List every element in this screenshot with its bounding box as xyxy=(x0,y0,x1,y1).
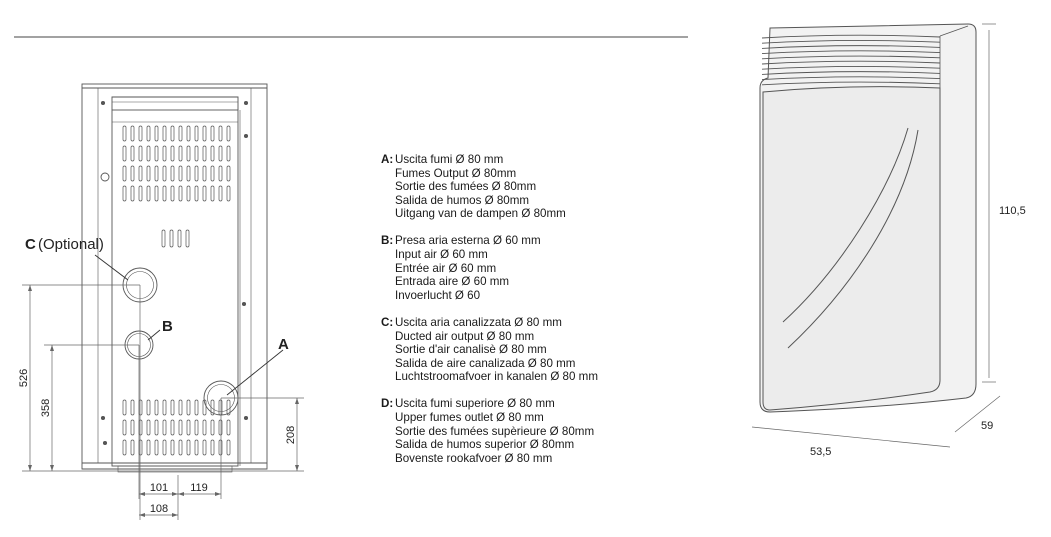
vent-slot xyxy=(219,440,222,455)
legend-text: Salida de aire canalizada Ø 80 mm xyxy=(395,356,576,370)
vent-slot xyxy=(187,186,190,201)
vent-slot xyxy=(155,166,158,181)
front-view xyxy=(752,24,1000,447)
vent-slot xyxy=(147,186,150,201)
vent-slot xyxy=(187,400,190,415)
vent-slot xyxy=(163,146,166,161)
front-panel xyxy=(763,87,940,410)
vent-slot xyxy=(163,126,166,141)
vent-slot xyxy=(123,166,126,181)
vent-slot xyxy=(203,420,206,435)
legend-text: Salida de humos Ø 80mm xyxy=(395,193,530,207)
vent-slot xyxy=(171,146,174,161)
vent-slot xyxy=(219,186,222,201)
vent-slot xyxy=(163,420,166,435)
vent-slot xyxy=(227,146,230,161)
legend-line xyxy=(381,452,681,466)
vent-slot xyxy=(179,186,182,201)
legend-text: Input air Ø 60 mm xyxy=(395,248,488,262)
dim-358: 358 xyxy=(40,398,52,418)
vent-slot xyxy=(123,420,126,435)
vent-slot xyxy=(227,126,230,141)
vent-slot xyxy=(203,146,206,161)
vent-slot xyxy=(155,400,158,415)
vent-slot xyxy=(155,186,158,201)
vent-slot xyxy=(155,420,158,435)
dim-526: 526 xyxy=(18,368,30,388)
connections-legend xyxy=(381,153,681,479)
vent-slot xyxy=(195,440,198,455)
vent-slot xyxy=(219,420,222,435)
legend-line xyxy=(381,234,681,248)
vent-slot xyxy=(211,166,214,181)
legend-line xyxy=(381,248,681,262)
vent-slot xyxy=(147,146,150,161)
vent-slot xyxy=(147,440,150,455)
legend-line xyxy=(381,411,681,425)
vent-slot xyxy=(195,400,198,415)
vent-slot xyxy=(163,166,166,181)
legend-key: C: xyxy=(381,315,394,329)
legend-line xyxy=(381,343,681,357)
legend-text: Salida de humos superior Ø 80mm xyxy=(395,438,575,452)
dim-depth: 59 xyxy=(981,420,994,432)
legend-text: Uscita aria canalizzata Ø 80 mm xyxy=(395,315,562,329)
vent-slot xyxy=(131,146,134,161)
vent-slot xyxy=(179,146,182,161)
vent-slot xyxy=(171,440,174,455)
dim-108: 108 xyxy=(149,503,169,515)
vent-slot xyxy=(227,186,230,201)
vent-slot xyxy=(211,420,214,435)
vent-slot xyxy=(139,400,142,415)
vent-slot xyxy=(139,126,142,141)
vent-slot xyxy=(131,400,134,415)
vent-slot xyxy=(195,186,198,201)
vent-slot xyxy=(179,126,182,141)
vent-slot xyxy=(147,166,150,181)
vent-slot xyxy=(219,400,222,415)
vent-slot xyxy=(227,420,230,435)
vent-slot xyxy=(187,440,190,455)
vent-slot xyxy=(170,230,173,247)
vent-slot xyxy=(131,126,134,141)
vent-slot xyxy=(123,400,126,415)
legend-text: Sortie des fumées supèrieure Ø 80mm xyxy=(395,424,595,438)
label-c: C xyxy=(25,236,36,253)
vent-slot xyxy=(163,400,166,415)
dim-208: 208 xyxy=(285,425,297,445)
vent-slot xyxy=(163,186,166,201)
legend-text: Presa aria esterna Ø 60 mm xyxy=(395,234,541,248)
legend-key: B: xyxy=(381,234,394,248)
legend-text: Upper fumes outlet Ø 80 mm xyxy=(395,411,544,424)
vent-slot xyxy=(187,146,190,161)
vent-slot xyxy=(227,166,230,181)
legend-text: Bovenste rookafvoer Ø 80 mm xyxy=(395,451,553,465)
rear-body-outline xyxy=(82,84,267,469)
legend-line xyxy=(381,153,681,167)
legend-line xyxy=(381,194,681,208)
legend-text: Entrée air Ø 60 mm xyxy=(395,261,497,275)
label-a: A xyxy=(278,336,289,353)
vent-slot xyxy=(186,230,189,247)
legend-line xyxy=(381,207,681,221)
vent-slot xyxy=(123,186,126,201)
vent-slot xyxy=(187,420,190,435)
vent-slot xyxy=(195,126,198,141)
legend-text: Luchtstroomafvoer in kanalen Ø 80 mm xyxy=(395,370,598,384)
vent-slot xyxy=(227,440,230,455)
vent-slot xyxy=(211,186,214,201)
vent-slot xyxy=(203,186,206,201)
legend-line xyxy=(381,357,681,371)
legend-line xyxy=(381,438,681,452)
vent-slot xyxy=(131,186,134,201)
vent-slot xyxy=(139,146,142,161)
vent-slot xyxy=(178,230,181,247)
pointer-c xyxy=(95,255,128,280)
label-c-note: (Optional) xyxy=(38,236,104,253)
vent-slot xyxy=(171,420,174,435)
legend-text: Invoerlucht Ø 60 xyxy=(395,288,481,302)
vent-slot xyxy=(147,126,150,141)
legend-group xyxy=(381,397,681,465)
vent-slot xyxy=(131,420,134,435)
vent-slot xyxy=(211,126,214,141)
vent-slot xyxy=(195,146,198,161)
vent-slot xyxy=(179,400,182,415)
legend-line xyxy=(381,330,681,344)
legend-line xyxy=(381,425,681,439)
legend-group xyxy=(381,316,681,384)
legend-text: Uscita fumi superiore Ø 80 mm xyxy=(395,397,555,411)
vent-slot xyxy=(123,440,126,455)
legend-line xyxy=(381,262,681,276)
vent-slot xyxy=(131,440,134,455)
vent-slot xyxy=(219,146,222,161)
vent-slot xyxy=(219,126,222,141)
legend-line xyxy=(381,167,681,181)
vent-slot xyxy=(171,126,174,141)
vent-slot xyxy=(211,440,214,455)
dim-101: 101 xyxy=(149,482,169,494)
vent-slot xyxy=(139,166,142,181)
legend-text: Uitgang van de dampen Ø 80mm xyxy=(395,207,566,221)
label-b: B xyxy=(162,318,173,335)
legend-line xyxy=(381,180,681,194)
dim-height: 110,5 xyxy=(999,205,1026,217)
vent-slot xyxy=(171,186,174,201)
legend-group xyxy=(381,153,681,221)
vent-slot xyxy=(187,166,190,181)
vent-slot xyxy=(219,166,222,181)
vent-slot xyxy=(123,126,126,141)
legend-group xyxy=(381,234,681,302)
vent-slot xyxy=(155,440,158,455)
vent-slot xyxy=(147,400,150,415)
vent-slot xyxy=(163,440,166,455)
vent-slot xyxy=(179,166,182,181)
legend-text: Fumes Output Ø 80mm xyxy=(395,166,517,180)
vent-slot xyxy=(179,440,182,455)
vent-slot xyxy=(123,146,126,161)
vent-slot xyxy=(187,126,190,141)
vent-slot xyxy=(147,420,150,435)
legend-line xyxy=(381,397,681,411)
vent-slot xyxy=(195,420,198,435)
legend-key: A: xyxy=(381,153,394,166)
dim-width: 53,5 xyxy=(810,446,832,458)
dim-119: 119 xyxy=(190,482,208,494)
vent-slot xyxy=(171,400,174,415)
legend-text: Sortie d'air canalisè Ø 80 mm xyxy=(395,343,547,357)
pointer-b xyxy=(148,330,160,340)
vent-slot xyxy=(195,166,198,181)
legend-text: Uscita fumi Ø 80 mm xyxy=(395,153,504,166)
vent-slot xyxy=(155,146,158,161)
vent-slot xyxy=(139,420,142,435)
vent-slot xyxy=(131,166,134,181)
vent-slot xyxy=(179,420,182,435)
rear-view xyxy=(82,84,283,472)
legend-text: Sortie des fumées Ø 80mm xyxy=(395,180,537,194)
vent-slot xyxy=(171,166,174,181)
vent-slot xyxy=(155,126,158,141)
vent-slot xyxy=(162,230,165,247)
vent-slot xyxy=(139,186,142,201)
legend-text: Entrada aire Ø 60 mm xyxy=(395,275,510,289)
vent-slot xyxy=(211,146,214,161)
legend-line xyxy=(381,316,681,330)
vent-slot xyxy=(203,166,206,181)
legend-key: D: xyxy=(381,397,394,411)
vent-slot xyxy=(203,126,206,141)
legend-line xyxy=(381,289,681,303)
legend-line xyxy=(381,275,681,289)
legend-line xyxy=(381,370,681,384)
legend-text: Ducted air output Ø 80 mm xyxy=(395,329,535,343)
vent-slot xyxy=(139,440,142,455)
vent-slot xyxy=(203,440,206,455)
pointer-a xyxy=(227,350,283,395)
